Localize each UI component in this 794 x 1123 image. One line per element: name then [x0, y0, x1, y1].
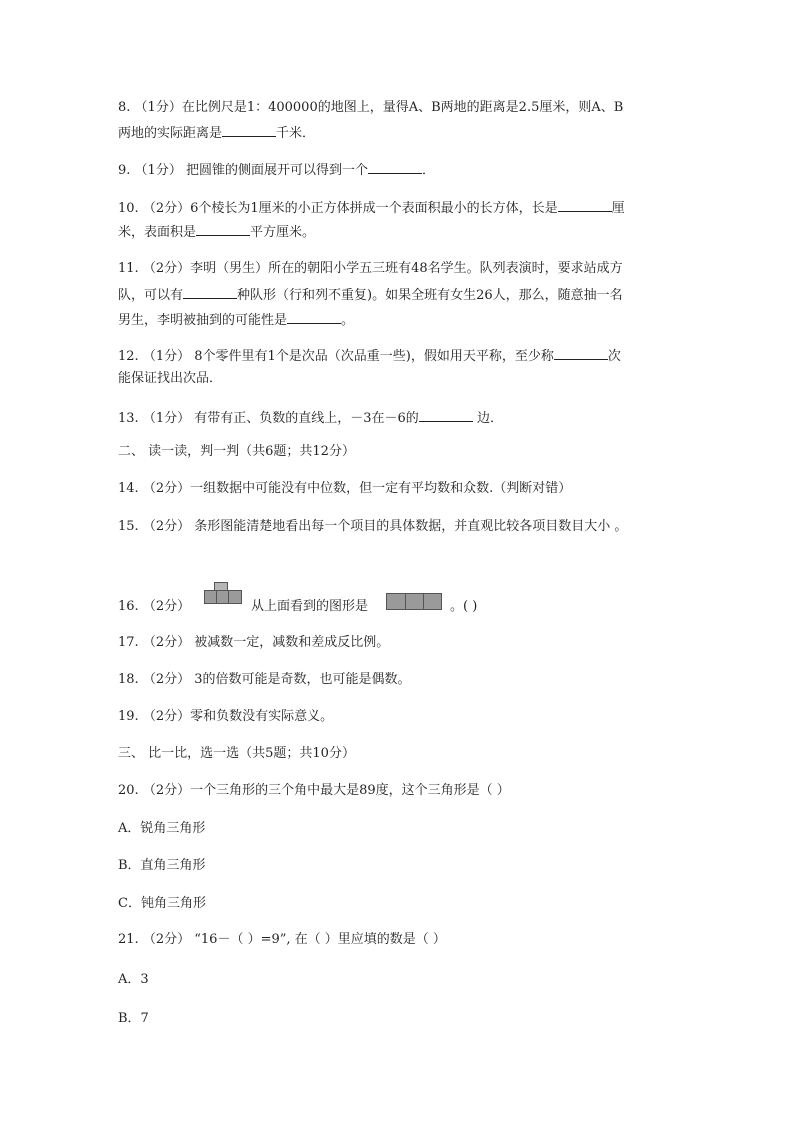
question-18 — [118, 670, 411, 690]
option-c[interactable]: C．钝角三角形 — [118, 896, 206, 911]
question-number: 15. — [118, 519, 139, 534]
question-text: 有带有正、负数的直线上，－3在－6的 — [194, 411, 419, 426]
question-10-line-2 — [118, 221, 315, 243]
question-number: 13. — [118, 411, 139, 426]
answer-blank[interactable] — [419, 407, 473, 422]
question-17 — [118, 633, 389, 653]
answer-blank[interactable] — [183, 284, 237, 299]
section-heading-3: 三、 比一比，选一选（共5题；共10分） — [118, 746, 355, 761]
question-19 — [118, 707, 333, 727]
question-text: 能保证找出次品． — [118, 371, 223, 386]
question-score: （1分） — [142, 411, 191, 426]
section-heading-2: 二、 读一读，判一判（共6题；共12分） — [118, 444, 355, 459]
answer-blank[interactable] — [196, 221, 250, 236]
question-text: 队，可以有 — [118, 288, 184, 303]
question-text: 被减数一定，减数和差成反比例。 — [194, 635, 390, 650]
question-text: 李明（男生）所在的朝阳小学五三班有48名学生。队列表演时，要求站成方 — [190, 261, 623, 276]
question-text: 两地的实际距离是 — [118, 126, 223, 141]
question-20 — [118, 781, 510, 801]
question-number: 16. — [118, 599, 139, 614]
question-number: 10. — [118, 201, 139, 216]
question-8-line-2 — [118, 122, 315, 144]
cube-right — [228, 590, 242, 604]
question-number: 19. — [118, 709, 139, 724]
question-16-answer — [450, 597, 477, 617]
square-2 — [405, 593, 424, 610]
question-text: 在比例尺是1：400000的地图上，量得A、B两地的距离是2.5厘米，则A、B — [181, 100, 624, 115]
question-text: 6个棱长为1厘米的小正方体拼成一个表面积最小的长方体，长是 — [190, 201, 558, 216]
question-text: 一组数据中可能没有中位数，但一定有平均数和众数.（判断对错） — [190, 481, 572, 496]
answer-blank[interactable] — [222, 122, 276, 137]
question-15 — [118, 517, 627, 537]
question-text: 平方厘米。 — [250, 225, 316, 240]
question-score: （1分） — [134, 100, 182, 115]
question-13 — [118, 407, 503, 429]
question-score: （2分） — [142, 201, 191, 216]
answer-blank[interactable] — [287, 309, 341, 324]
question-number: 21. — [118, 932, 139, 947]
question-12-line-1 — [118, 345, 621, 367]
question-9 — [118, 159, 435, 181]
question-text: 从上面看到的图形是 — [251, 599, 369, 614]
question-text: 条形图能清楚地看出每一个项目的具体数据，并直观比较各项目数目大小 。 — [194, 519, 628, 534]
question-12-line-2 — [118, 369, 222, 389]
answer-blank[interactable] — [558, 197, 612, 212]
question-number: 18. — [118, 672, 139, 687]
question-number: 17. — [118, 635, 139, 650]
question-score: （2分） — [142, 672, 191, 687]
option-a[interactable]: A．3 — [118, 972, 149, 987]
question-score: （1分） — [142, 349, 191, 364]
question-score: （2分） — [142, 599, 191, 614]
cube-stack-figure — [204, 582, 244, 604]
question-score: （2分） — [142, 709, 191, 724]
question-score: （2分） — [142, 783, 191, 798]
question-text: 米，表面积是 — [118, 225, 197, 240]
question-score: （1分） — [134, 163, 182, 178]
question-score: （2分） — [142, 932, 191, 947]
question-score: （2分） — [142, 481, 191, 496]
question-number: 8. — [118, 100, 131, 115]
question-score: （2分） — [142, 261, 191, 276]
top-view-figure — [386, 593, 442, 610]
question-score: （2分） — [142, 519, 191, 534]
option-a[interactable]: A．锐角三角形 — [118, 821, 206, 836]
question-text: 零和负数没有实际意义。 — [190, 709, 334, 724]
question-text: 把圆锥的侧面展开可以得到一个 — [185, 163, 368, 178]
question-text: “16－（ ）=9”, 在（ ）里应填的数是（ ） — [194, 932, 446, 947]
question-21 — [118, 930, 446, 950]
question-text: 千米． — [276, 126, 316, 141]
question-text: 厘 — [611, 201, 625, 216]
question-text: 一个三角形的三个角中最大是89度，这个三角形是（ ） — [190, 783, 510, 798]
question-16-text — [251, 597, 368, 617]
question-text: ． — [421, 163, 435, 178]
answer-blank[interactable] — [368, 159, 422, 174]
question-text: 3的倍数可能是奇数，也可能是偶数。 — [194, 672, 411, 687]
question-11-line-1 — [118, 259, 623, 279]
square-1 — [386, 593, 406, 610]
answer-blank[interactable] — [554, 345, 608, 360]
question-score: （2分） — [142, 635, 191, 650]
question-text: 次 — [607, 349, 621, 364]
question-16 — [118, 597, 190, 617]
option-b[interactable]: B．7 — [118, 1011, 149, 1026]
question-11-line-3 — [118, 309, 354, 331]
question-text: 8个零件里有1个是次品（次品重一些)，假如用天平称，至少称 — [194, 349, 554, 364]
question-8-line-1 — [118, 98, 623, 118]
question-number: 20. — [118, 783, 139, 798]
question-number: 11. — [118, 261, 139, 276]
option-b[interactable]: B．直角三角形 — [118, 858, 206, 873]
question-11-line-2 — [118, 284, 623, 306]
question-number: 12. — [118, 349, 139, 364]
question-text: 边． — [476, 411, 503, 426]
question-14 — [118, 479, 571, 499]
square-3 — [423, 593, 442, 610]
question-text: 种队形（行和列不重复)。如果全班有女生26人，那么，随意抽一名 — [237, 288, 623, 303]
question-text: 男生，李明被抽到的可能性是 — [118, 313, 288, 328]
question-number: 14. — [118, 481, 139, 496]
answer-parentheses[interactable]: 。( ) — [450, 599, 478, 614]
question-10-line-1 — [118, 197, 625, 219]
question-text: 。 — [341, 313, 355, 328]
question-number: 9. — [118, 163, 131, 178]
